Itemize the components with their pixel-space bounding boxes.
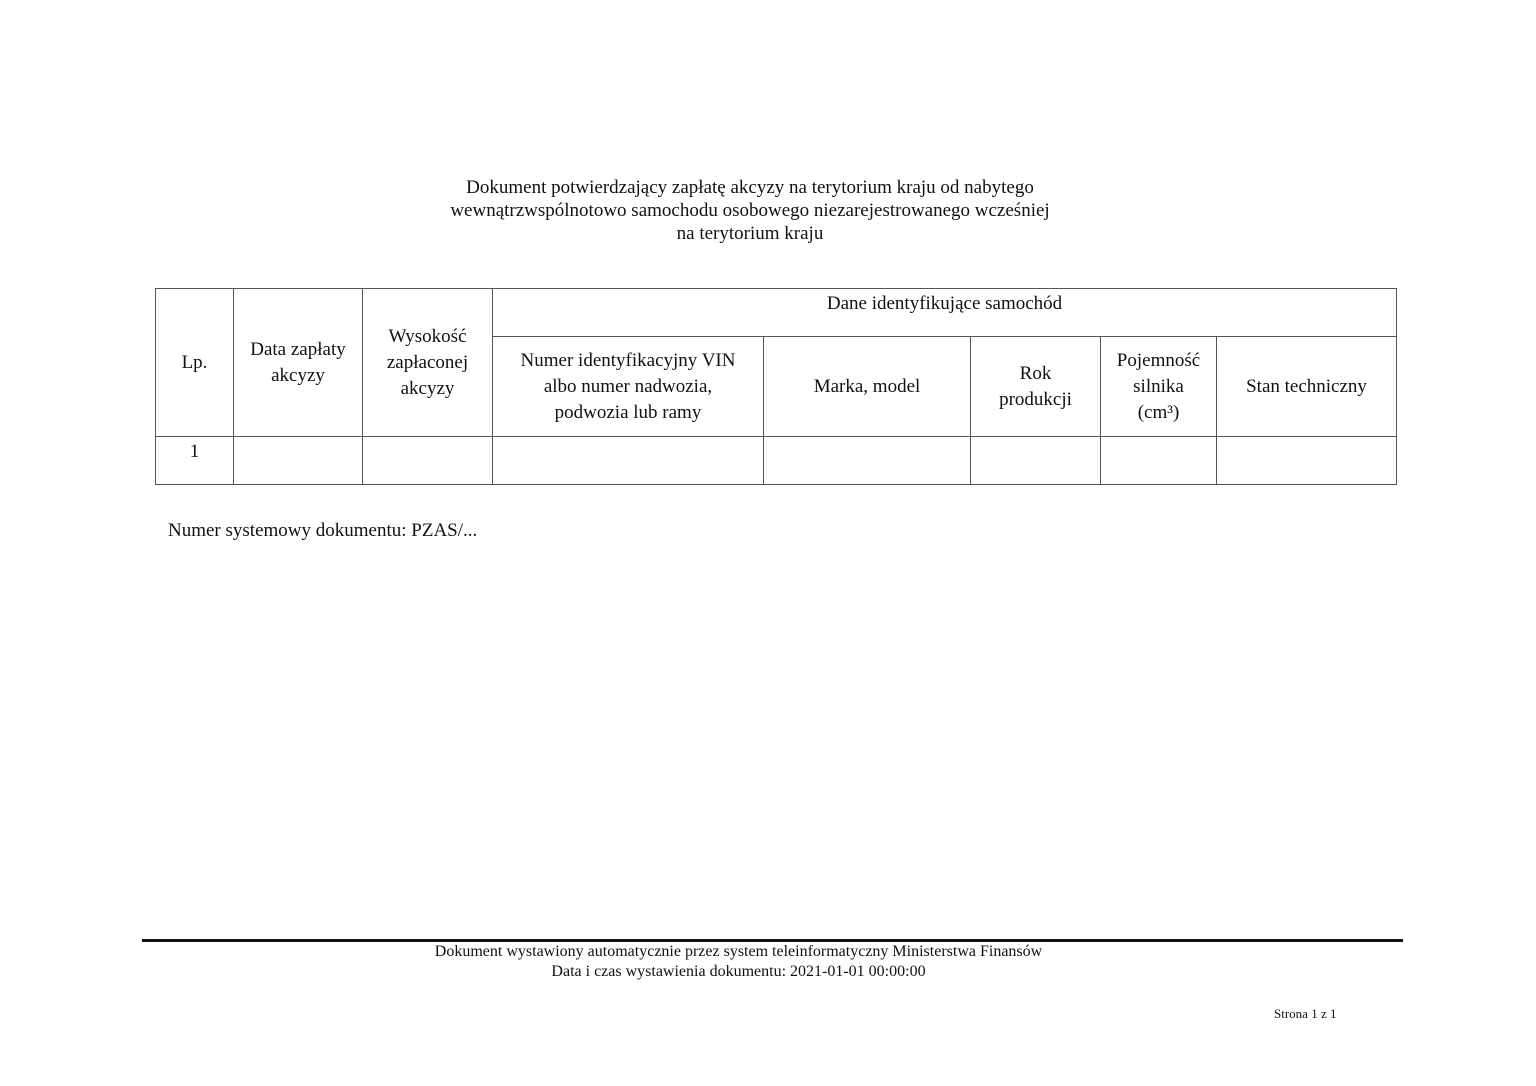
document-title-line: na terytorium kraju (676, 223, 824, 244)
footer (0, 942, 1477, 982)
cell-payment-date (234, 437, 363, 485)
header-payment-date-line: akcyzy (271, 364, 325, 386)
cell-engine-capacity (1101, 437, 1217, 485)
header-payment-date (234, 289, 363, 437)
page-number: Strona 1 z 1 (1274, 1006, 1337, 1021)
cell-excise-amount (363, 437, 493, 485)
header-vin-line: Numer identyfikacyjny VIN (520, 349, 736, 371)
header-engine-capacity-line: (cm³) (1137, 401, 1180, 423)
table-row (156, 437, 1397, 485)
header-vin-line: podwozia lub ramy (554, 401, 702, 423)
document-title-line: Dokument potwierdzający zapłatę akcyzy na terytorium kraju od nabytego (466, 177, 1034, 198)
header-excise-amount (363, 289, 493, 437)
footer-issued-by: Dokument wystawiony automatycznie przez system teleinformatyczny Ministerstwa Finansów (434, 943, 1043, 960)
header-lp-label: Lp. (181, 351, 208, 373)
excise-payment-table (155, 288, 1397, 485)
header-production-year-line: Rok (1019, 362, 1052, 384)
header-production-year-line: produkcji (999, 388, 1072, 410)
header-engine-capacity-line: silnika (1133, 375, 1184, 397)
footer-issued-at: Data i czas wystawienia dokumentu: 2021-01-01 00:00:00 (551, 963, 926, 980)
header-vehicle-group-label: Dane identyfikujące samochód (826, 293, 1063, 314)
cell-vin (493, 437, 764, 485)
header-vehicle-group (493, 289, 1397, 337)
document-title-line: wewnątrzwspólnotowo samochodu osobowego niezarejestrowanego wcześniej (450, 200, 1050, 221)
header-vin (493, 337, 764, 437)
cell-make-model (764, 437, 971, 485)
header-payment-date-line: Data zapłaty (250, 338, 346, 360)
header-excise-amount-line: zapłaconej (386, 351, 469, 373)
header-technical-condition-label: Stan techniczny (1246, 375, 1367, 397)
header-make-model-label: Marka, model (813, 375, 921, 397)
cell-technical-condition (1217, 437, 1397, 485)
header-lp (156, 289, 234, 437)
header-engine-capacity-line: Pojemność (1116, 349, 1201, 371)
cell-lp: 1 (156, 437, 234, 485)
header-excise-amount-line: akcyzy (400, 377, 455, 399)
header-vin-line: albo numer nadwozia, (543, 375, 713, 397)
cell-production-year (971, 437, 1101, 485)
header-engine-capacity (1101, 337, 1217, 437)
header-excise-amount-line: Wysokość (388, 325, 467, 347)
header-make-model (764, 337, 971, 437)
system-document-number: Numer systemowy dokumentu: PZAS/... (168, 520, 478, 541)
header-technical-condition (1217, 337, 1397, 437)
document-title (0, 176, 1500, 245)
header-production-year (971, 337, 1101, 437)
